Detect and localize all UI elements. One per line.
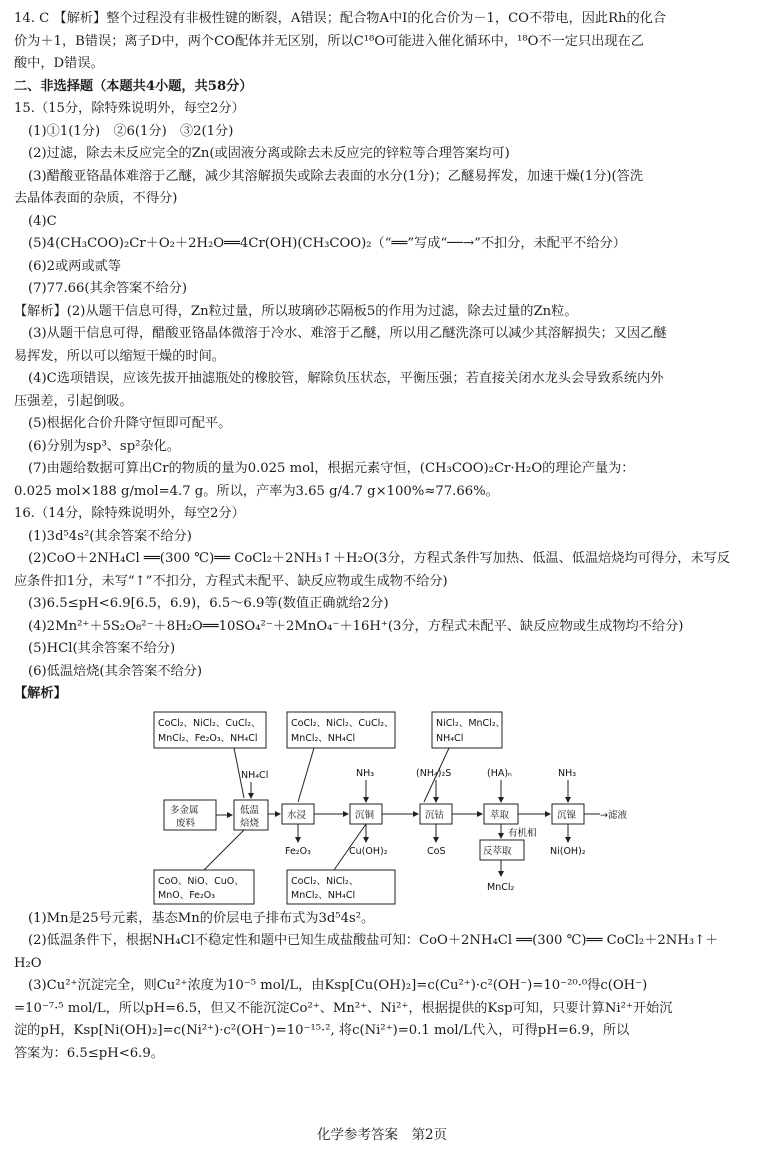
q15-answer-4: (4)C — [28, 213, 57, 229]
top-box-2-line-2: MnCl₂、NH₄Cl — [291, 732, 356, 744]
process-flow-diagram — [14, 710, 754, 906]
q15-explain-4b: 压强差，引起倒吸。 — [14, 393, 133, 409]
q16-explain-3d: 答案为：6.5≤pH<6.9。 — [14, 1045, 164, 1061]
q15-explain-2: 【解析】(2)从题干信息可得，Zn粒过量，所以玻璃砂芯隔板5的作用为过滤，除去过量的Zn粒。 — [14, 303, 578, 319]
product-mncl2: MnCl₂ — [487, 881, 515, 893]
q16-answer-6: (6)低温焙烧(其余答案不给分) — [28, 663, 203, 679]
q15-answer-6: (6)2或两或贰等 — [28, 258, 122, 274]
step-leach-label: 水浸 — [287, 809, 307, 821]
product-cu-oh2: Cu(OH)₂ — [349, 845, 388, 857]
q16-explain-2a: (2)低温条件下，根据NH₄Cl不稳定性和题中已知生成盐酸盐可知：CoO＋2NH₄Cl ══(300 ℃)══ CoCl₂＋2NH₃↑＋ — [28, 933, 719, 948]
q15-explain-3b: 易挥发，所以可以缩短干燥的时间。 — [14, 348, 225, 364]
q15-explain-6: (6)分别为sp³、sp²杂化。 — [28, 438, 180, 454]
top-box-2-line-1: CoCl₂、NiCl₂、CuCl₂、 — [291, 717, 394, 729]
product-ni-oh2: Ni(OH)₂ — [550, 845, 586, 857]
step-co-label: 沉钴 — [425, 809, 445, 821]
step-start-line-2: 废料 — [176, 817, 196, 829]
section-2-heading: 二、非选择题（本题共4小题，共58分） — [14, 78, 253, 94]
bottom-box-2-line-2: MnCl₂、NH₄Cl — [291, 889, 356, 901]
reagent-nh4-2s: (NH₄)₂S — [416, 767, 452, 779]
q14-line-2: 价为＋1，B错误；离子D中，两个CO配体并无区别，所以C¹⁸O可能进入催化循环中，¹⁸O不一定只出现在乙 — [14, 33, 644, 49]
q16-answer-5: (5)HCl(其余答案不给分) — [28, 641, 176, 656]
q16-explain-1: (1)Mn是25号元素，基态Mn的价层电子排布式为3d⁵4s²。 — [28, 910, 375, 926]
q16-answer-3: (3)6.5≤pH<6.9[6.5，6.9)，6.5～6.9等(数值正确就给2分) — [28, 596, 389, 611]
bottom-box-1-line-1: CoO、NiO、CuO、 — [158, 875, 244, 887]
q15-answer-2: (2)过滤，除去未反应完全的Zn(或固液分离或除去未反应完的锌粒等合理答案均可) — [28, 146, 510, 161]
q16-answer-4: (4)2Mn²⁺＋5S₂O₈²⁻＋8H₂O══10SO₄²⁻＋2MnO₄⁻＋16H⁺(3分，方程式未配平、缺反应物或生成物均不给分) — [28, 618, 684, 634]
q15-explain-4a: (4)C选项错误，应该先拔开抽滤瓶处的橡胶管，解除负压状态，平衡压强；若直接关闭水龙头会导致系统内外 — [28, 371, 664, 386]
reagent-ha: (HA)ₙ — [487, 767, 512, 779]
q15-answer-7: (7)77.66(其余答案不给分) — [28, 281, 188, 296]
q15-answer-3a: (3)醋酸亚铬晶体难溶于乙醚，减少其溶解损失或除去表面的水分(1分)；乙醚易挥发，加速干燥(1分)(答洗 — [28, 168, 644, 184]
organic-phase-label: 有机相 — [508, 827, 537, 839]
q15-heading: 15.（15分，除特殊说明外，每空2分） — [14, 101, 245, 116]
q15-explain-7b: 0.025 mol×188 g/mol=4.7 g。所以，产率为3.65 g/4.7 g×100%≈77.66%。 — [14, 483, 499, 499]
step-roast-line-1: 低温 — [240, 804, 260, 816]
top-box-1-line-1: CoCl₂、NiCl₂、CuCl₂、 — [158, 717, 261, 729]
back-extraction-label: 反萃取 — [483, 845, 512, 857]
q15-explain-5: (5)根据化合价升降守恒即可配平。 — [28, 416, 232, 431]
page-footer: 化学参考答案 第2页 — [316, 1127, 448, 1143]
q14-line-3: 酸中，D错误。 — [14, 56, 104, 71]
product-fe2o3: Fe₂O₃ — [285, 845, 311, 857]
q16-heading: 16.（14分，除特殊说明外，每空2分） — [14, 506, 245, 521]
step-start-line-1: 多金属 — [170, 804, 199, 816]
reagent-nh3-2: NH₃ — [558, 767, 577, 779]
step-cu-label: 沉铜 — [355, 809, 375, 821]
step-ni-label: 沉镍 — [557, 809, 577, 821]
step-extract-label: 萃取 — [490, 809, 510, 821]
q16-explain-3c: 淀的pH，Ksp[Ni(OH)₂]=c(Ni²⁺)·c²(OH⁻)=10⁻¹⁵·², 将c(Ni²⁺)=0.1 mol/L代入，可得pH=6.9，所以 — [14, 1023, 630, 1038]
waste-filtrate-label: →滤液 — [600, 809, 627, 821]
q16-explain-label: 【解析】 — [14, 686, 67, 701]
q15-answer-5: (5)4(CH₃COO)₂Cr＋O₂＋2H₂O══4Cr(OH)(CH₃COO)₂（“══”写成“──→”不扣分，未配平不给分） — [28, 236, 626, 251]
bottom-box-1-line-2: MnO、Fe₂O₃ — [158, 889, 216, 901]
q16-explain-3a: (3)Cu²⁺沉淀完全，则Cu²⁺浓度为10⁻⁵ mol/L，由Ksp[Cu(OH)₂]=c(Cu²⁺)·c²(OH⁻)=10⁻²⁰·⁰得c(OH⁻) — [28, 978, 648, 993]
q16-answer-2a: (2)CoO＋2NH₄Cl ══(300 ℃)══ CoCl₂＋2NH₃↑＋H₂O(3分，方程式条件写加热、低温、低温焙烧均可得分，未写反 — [28, 551, 731, 566]
q15-answer-3b: 去晶体表面的杂质，不得分) — [14, 191, 178, 206]
q16-explain-3b: =10⁻⁷·⁵ mol/L，所以pH=6.5，但又不能沉淀Co²⁺、Mn²⁺、Ni²⁺，根据提供的Ksp可知，只要计算Ni²⁺开始沉 — [14, 1000, 673, 1016]
q15-answer-1: (1)①1(1分) ②6(1分) ③2(1分) — [28, 123, 234, 139]
top-box-1-line-2: MnCl₂、Fe₂O₃、NH₄Cl — [158, 732, 258, 744]
step-roast-line-2: 焙烧 — [240, 817, 260, 829]
q14-line-1: 14. C 【解析】整个过程没有非极性键的断裂，A错误；配合物A中I的化合价为－1，CO不带电，因此Rh的化合 — [14, 11, 667, 26]
top-box-3-line-1: NiCl₂、MnCl₂、 — [436, 717, 506, 729]
q16-answer-1: (1)3d⁵4s²(其余答案不给分) — [28, 528, 192, 544]
q16-explain-2b: H₂O — [14, 955, 42, 971]
answer-page — [14, 8, 754, 1065]
reagent-nh3-1: NH₃ — [356, 767, 375, 779]
q15-explain-3a: (3)从题干信息可得，醋酸亚铬晶体微溶于冷水、难溶于乙醚，所以用乙醚洗涤可以减少其溶解损失；又因乙醚 — [28, 326, 667, 341]
q15-explain-7a: (7)由题给数据可算出Cr的物质的量为0.025 mol，根据元素守恒，(CH₃COO)₂Cr·H₂O的理论产量为： — [28, 461, 635, 476]
reagent-nh4cl: NH₄Cl — [241, 769, 269, 781]
product-cos: CoS — [427, 845, 446, 857]
top-box-3-line-2: NH₄Cl — [436, 732, 464, 744]
bottom-box-2-line-1: CoCl₂、NiCl₂、 — [291, 875, 359, 887]
q16-answer-2b: 应条件扣1分，未写“↑”不扣分，方程式未配平、缺反应物或生成物不给分) — [14, 573, 448, 589]
